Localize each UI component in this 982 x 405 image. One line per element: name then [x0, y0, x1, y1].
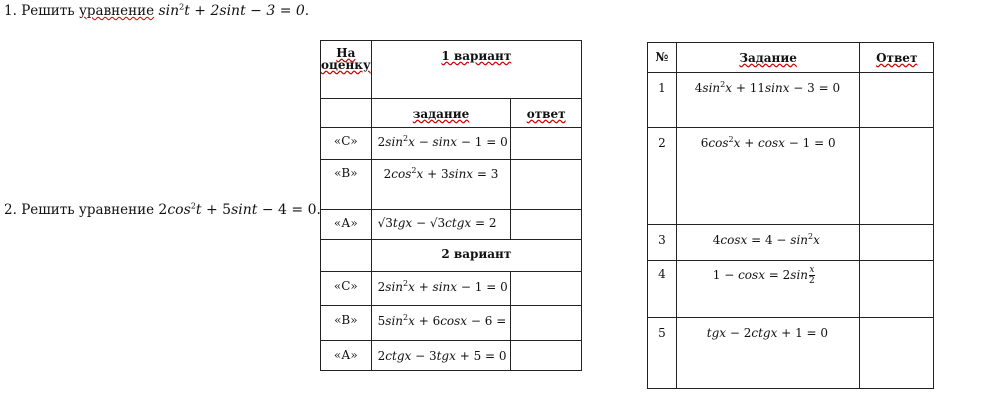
task-col-header: Задание	[676, 43, 860, 73]
answer-cell[interactable]	[511, 306, 582, 341]
grade-label: «В»	[321, 160, 372, 210]
equation: $2\sin^2x + \sin x - 1 = 0$	[371, 272, 511, 306]
task-2-number: 2.	[4, 202, 17, 218]
equation: $2\cos^2x + 3\sin x = 3$	[371, 160, 511, 210]
task-2-end: .	[316, 202, 321, 218]
answer-cell[interactable]	[860, 225, 934, 261]
row-number: 4	[648, 261, 677, 318]
equation: 1 − cosx = 2sin $\frac{x}{2}$	[676, 261, 860, 318]
answer-cell[interactable]	[860, 261, 934, 318]
task-2-prefix: Решить уравнение	[21, 202, 155, 218]
answer-cell[interactable]	[511, 272, 582, 306]
equation: 2ctgx − 3tgx + 5 = 0	[371, 341, 511, 371]
answer-cell[interactable]	[860, 318, 934, 389]
grade-label: «А»	[321, 341, 372, 371]
equation: √3tgx − √3ctgx = 2	[371, 210, 511, 240]
task-1-equation: $\sin^2t + 2\sin t - 3 = 0$	[158, 2, 305, 19]
tasks-table	[647, 42, 934, 389]
empty-cell	[321, 99, 372, 128]
task-1-end: .	[304, 3, 310, 19]
task-2	[4, 202, 321, 218]
equation: $4\cos x = 4 - \sin^2x$	[676, 225, 860, 261]
row-number: 3	[648, 225, 677, 261]
row-number: 2	[648, 128, 677, 225]
answer-cell[interactable]	[511, 160, 582, 210]
equation: $5\sin^2x + 6\cos x - 6$ =	[371, 306, 511, 341]
variants-table	[320, 40, 582, 371]
answer-cell[interactable]	[860, 73, 934, 128]
row-number: 5	[648, 318, 677, 389]
grade-header: На оценку	[321, 41, 372, 99]
grade-label: «С»	[321, 272, 372, 306]
num-col-header: №	[648, 43, 677, 73]
grade-label: «В»	[321, 306, 372, 341]
row-number: 1	[648, 73, 677, 128]
task-1	[4, 3, 309, 19]
task-1-prefix: Решить	[21, 3, 75, 19]
equation: $2\sin^2x - \sin x - 1 = 0$	[371, 128, 511, 160]
task-1-number: 1.	[4, 3, 17, 19]
task-2-equation: $2\cos^2t + 5\sin t - 4 = 0$	[158, 201, 317, 218]
variant1-title: 1 вариант	[371, 41, 581, 99]
equation: $6\cos^2x + \cos x - 1 = 0$	[676, 128, 860, 225]
answer-col-header: Ответ	[860, 43, 934, 73]
variant2-title: 2 вариант	[371, 240, 581, 272]
answer-cell[interactable]	[860, 128, 934, 225]
task-col-header: задание	[371, 99, 511, 128]
equation: tgx − 2ctgx + 1 = 0	[676, 318, 860, 389]
task-1-word: уравнение	[78, 3, 155, 19]
answer-cell[interactable]	[511, 128, 582, 160]
grade-label: «С»	[321, 128, 372, 160]
answer-cell[interactable]	[511, 210, 582, 240]
answer-cell[interactable]	[511, 341, 582, 371]
grade-label: «А»	[321, 210, 372, 240]
equation: $4\sin^2x + 11\sin x - 3 = 0$	[676, 73, 860, 128]
empty-cell	[321, 240, 372, 272]
answer-col-header: ответ	[511, 99, 582, 128]
